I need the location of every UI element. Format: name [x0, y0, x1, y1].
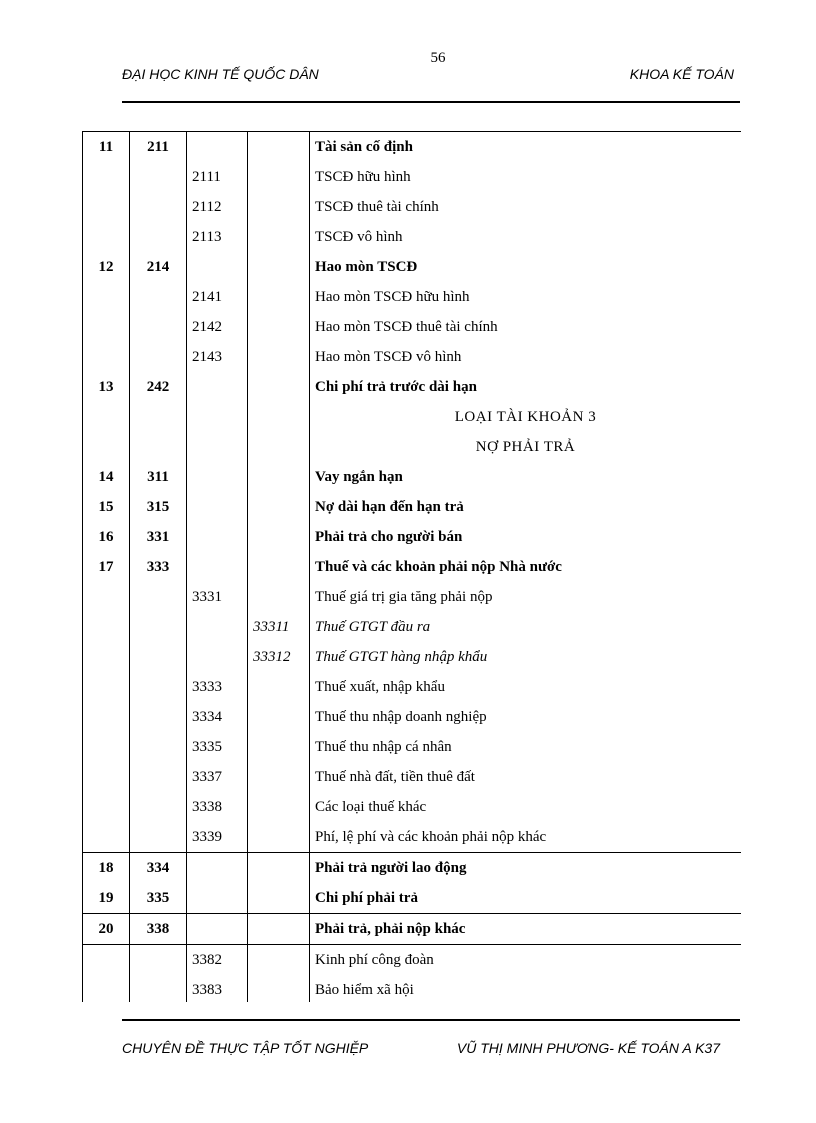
cell-order-number: [83, 342, 130, 372]
cell-order-number: [83, 192, 130, 222]
cell-account-level2: [187, 522, 248, 552]
cell-account-level2: 2112: [187, 192, 248, 222]
cell-account-level2: 3338: [187, 792, 248, 822]
cell-account-name: TSCĐ hữu hình: [310, 162, 742, 192]
cell-account-level2: [187, 252, 248, 282]
cell-account-name: Hao mòn TSCĐ hữu hình: [310, 282, 742, 312]
cell-account-level3: [248, 792, 310, 822]
table-row: [83, 252, 742, 282]
accounts-table: [82, 131, 741, 1002]
cell-account-level2: [187, 492, 248, 522]
cell-account-level1: 311: [130, 462, 187, 492]
cell-account-level3: [248, 762, 310, 792]
cell-account-level3: 33311: [248, 612, 310, 642]
cell-account-level1: 315: [130, 492, 187, 522]
cell-order-number: [83, 162, 130, 192]
cell-account-level3: [248, 552, 310, 582]
cell-account-level1: [130, 402, 187, 432]
cell-order-number: [83, 612, 130, 642]
cell-account-level1: [130, 732, 187, 762]
cell-order-number: [83, 762, 130, 792]
cell-account-name: Chi phí trả trước dài hạn: [310, 372, 742, 402]
table-row: [83, 522, 742, 552]
cell-order-number: [83, 975, 130, 1002]
cell-account-level2: 2111: [187, 162, 248, 192]
table-row: [83, 402, 742, 432]
cell-account-level3: 33312: [248, 642, 310, 672]
accounts-table-wrap: [82, 131, 741, 1002]
cell-account-name: Các loại thuế khác: [310, 792, 742, 822]
cell-account-level1: [130, 342, 187, 372]
footer-report-title: CHUYÊN ĐỀ THỰC TẬP TỐT NGHIỆP: [122, 1040, 369, 1056]
cell-account-level2: 3333: [187, 672, 248, 702]
table-row: [83, 853, 742, 884]
cell-account-name: Thuế GTGT hàng nhập khẩu: [310, 642, 742, 672]
cell-account-name: TSCĐ thuê tài chính: [310, 192, 742, 222]
cell-account-level1: [130, 432, 187, 462]
cell-account-level1: [130, 282, 187, 312]
cell-account-name: TSCĐ vô hình: [310, 222, 742, 252]
cell-account-level2: [187, 462, 248, 492]
cell-account-level3: [248, 252, 310, 282]
cell-account-name: Phải trả, phải nộp khác: [310, 914, 742, 945]
cell-account-level3: [248, 702, 310, 732]
cell-account-name: Thuế thu nhập cá nhân: [310, 732, 742, 762]
cell-account-name: NỢ PHẢI TRẢ: [310, 432, 742, 462]
cell-account-name: Phí, lệ phí và các khoản phải nộp khác: [310, 822, 742, 853]
cell-account-name: Tài sản cố định: [310, 132, 742, 163]
cell-order-number: [83, 792, 130, 822]
cell-account-level1: 334: [130, 853, 187, 884]
cell-account-name: LOẠI TÀI KHOẢN 3: [310, 402, 742, 432]
cell-order-number: [83, 732, 130, 762]
cell-account-name: Thuế xuất, nhập khẩu: [310, 672, 742, 702]
cell-order-number: 18: [83, 853, 130, 884]
cell-account-level1: [130, 672, 187, 702]
cell-account-level3: [248, 162, 310, 192]
cell-account-level1: [130, 162, 187, 192]
cell-order-number: [83, 222, 130, 252]
cell-order-number: 13: [83, 372, 130, 402]
cell-account-level2: 2141: [187, 282, 248, 312]
cell-account-level3: [248, 582, 310, 612]
table-row: [83, 342, 742, 372]
cell-account-name: Thuế giá trị gia tăng phải nộp: [310, 582, 742, 612]
cell-account-level1: [130, 702, 187, 732]
cell-account-level2: 2142: [187, 312, 248, 342]
cell-account-level3: [248, 672, 310, 702]
cell-order-number: [83, 672, 130, 702]
table-row: [83, 612, 742, 642]
cell-account-level1: 242: [130, 372, 187, 402]
cell-account-level3: [248, 432, 310, 462]
cell-account-level1: 211: [130, 132, 187, 163]
cell-account-level2: 3335: [187, 732, 248, 762]
cell-account-level2: 3331: [187, 582, 248, 612]
cell-order-number: [83, 402, 130, 432]
cell-account-name: Phải trả cho người bán: [310, 522, 742, 552]
table-row: [83, 432, 742, 462]
cell-account-name: Hao mòn TSCĐ thuê tài chính: [310, 312, 742, 342]
table-row: [83, 222, 742, 252]
cell-account-level3: [248, 192, 310, 222]
accounts-table-body: [83, 132, 742, 1003]
cell-account-name: Thuế và các khoản phải nộp Nhà nước: [310, 552, 742, 582]
cell-account-name: Phải trả người lao động: [310, 853, 742, 884]
table-row: [83, 372, 742, 402]
table-row: [83, 492, 742, 522]
cell-account-name: Chi phí phải trả: [310, 883, 742, 914]
cell-account-level2: [187, 853, 248, 884]
cell-account-level1: [130, 822, 187, 853]
cell-order-number: [83, 822, 130, 853]
cell-order-number: 15: [83, 492, 130, 522]
cell-account-level1: [130, 642, 187, 672]
cell-account-level3: [248, 732, 310, 762]
cell-order-number: 19: [83, 883, 130, 914]
cell-account-level2: [187, 132, 248, 163]
cell-account-name: Vay ngắn hạn: [310, 462, 742, 492]
cell-account-name: Hao mòn TSCĐ: [310, 252, 742, 282]
table-row: [83, 312, 742, 342]
table-row: [83, 282, 742, 312]
cell-account-level3: [248, 883, 310, 914]
cell-account-level2: 2113: [187, 222, 248, 252]
cell-order-number: 12: [83, 252, 130, 282]
cell-account-name: Bảo hiểm xã hội: [310, 975, 742, 1002]
table-row: [83, 914, 742, 945]
cell-account-level1: [130, 945, 187, 976]
footer-rule: [122, 1019, 740, 1021]
cell-account-level1: [130, 582, 187, 612]
cell-account-level1: 214: [130, 252, 187, 282]
cell-account-level1: [130, 762, 187, 792]
cell-account-name: Nợ dài hạn đến hạn trả: [310, 492, 742, 522]
table-row: [83, 945, 742, 976]
cell-order-number: 11: [83, 132, 130, 163]
cell-order-number: [83, 582, 130, 612]
cell-account-name: Thuế thu nhập doanh nghiệp: [310, 702, 742, 732]
table-row: [83, 582, 742, 612]
table-row: [83, 702, 742, 732]
cell-account-name: Thuế nhà đất, tiền thuê đất: [310, 762, 742, 792]
table-row: [83, 975, 742, 1002]
table-row: [83, 822, 742, 853]
cell-order-number: [83, 702, 130, 732]
cell-account-level1: [130, 312, 187, 342]
cell-account-level3: [248, 462, 310, 492]
page-number: 56: [430, 50, 446, 66]
header-rule: [122, 101, 740, 103]
cell-account-level1: [130, 192, 187, 222]
cell-account-level1: [130, 975, 187, 1002]
cell-account-level2: [187, 552, 248, 582]
cell-account-level2: [187, 372, 248, 402]
cell-account-level2: 3339: [187, 822, 248, 853]
cell-order-number: [83, 282, 130, 312]
cell-account-name: Hao mòn TSCĐ vô hình: [310, 342, 742, 372]
header-faculty: KHOA KẾ TOÁN: [629, 66, 734, 82]
cell-account-level3: [248, 945, 310, 976]
cell-order-number: 14: [83, 462, 130, 492]
cell-account-level1: [130, 222, 187, 252]
cell-account-level2: 3383: [187, 975, 248, 1002]
cell-account-level3: [248, 853, 310, 884]
table-row: [83, 192, 742, 222]
cell-order-number: 17: [83, 552, 130, 582]
cell-account-level2: 3382: [187, 945, 248, 976]
cell-account-level3: [248, 822, 310, 853]
footer-author: VŨ THỊ MINH PHƯƠNG- KẾ TOÁN A K37: [456, 1040, 720, 1056]
cell-account-level2: 3334: [187, 702, 248, 732]
cell-account-level2: [187, 914, 248, 945]
cell-account-level1: 335: [130, 883, 187, 914]
table-row: [83, 132, 742, 163]
cell-account-name: Kinh phí công đoàn: [310, 945, 742, 976]
table-row: [83, 732, 742, 762]
table-row: [83, 672, 742, 702]
cell-order-number: [83, 642, 130, 672]
cell-order-number: [83, 312, 130, 342]
cell-account-level2: 2143: [187, 342, 248, 372]
cell-account-level3: [248, 312, 310, 342]
table-row: [83, 792, 742, 822]
cell-account-level2: [187, 402, 248, 432]
cell-order-number: [83, 432, 130, 462]
cell-account-level3: [248, 914, 310, 945]
header-university: ĐẠI HỌC KINH TẾ QUỐC DÂN: [122, 66, 319, 82]
cell-account-level1: 333: [130, 552, 187, 582]
cell-order-number: 20: [83, 914, 130, 945]
cell-account-level1: 338: [130, 914, 187, 945]
cell-account-level2: [187, 883, 248, 914]
cell-account-level2: 3337: [187, 762, 248, 792]
cell-account-level1: [130, 612, 187, 642]
cell-account-level3: [248, 222, 310, 252]
cell-account-level3: [248, 975, 310, 1002]
cell-account-level2: [187, 642, 248, 672]
table-row: [83, 162, 742, 192]
table-row: [83, 552, 742, 582]
cell-order-number: [83, 945, 130, 976]
cell-account-level1: 331: [130, 522, 187, 552]
cell-account-level3: [248, 522, 310, 552]
cell-account-level3: [248, 492, 310, 522]
cell-account-level1: [130, 792, 187, 822]
cell-account-level2: [187, 432, 248, 462]
cell-account-level3: [248, 372, 310, 402]
table-row: [83, 883, 742, 914]
cell-order-number: 16: [83, 522, 130, 552]
cell-account-level3: [248, 132, 310, 163]
table-row: [83, 462, 742, 492]
table-row: [83, 642, 742, 672]
cell-account-level3: [248, 282, 310, 312]
table-row: [83, 762, 742, 792]
cell-account-name: Thuế GTGT đầu ra: [310, 612, 742, 642]
cell-account-level3: [248, 402, 310, 432]
cell-account-level2: [187, 612, 248, 642]
cell-account-level3: [248, 342, 310, 372]
